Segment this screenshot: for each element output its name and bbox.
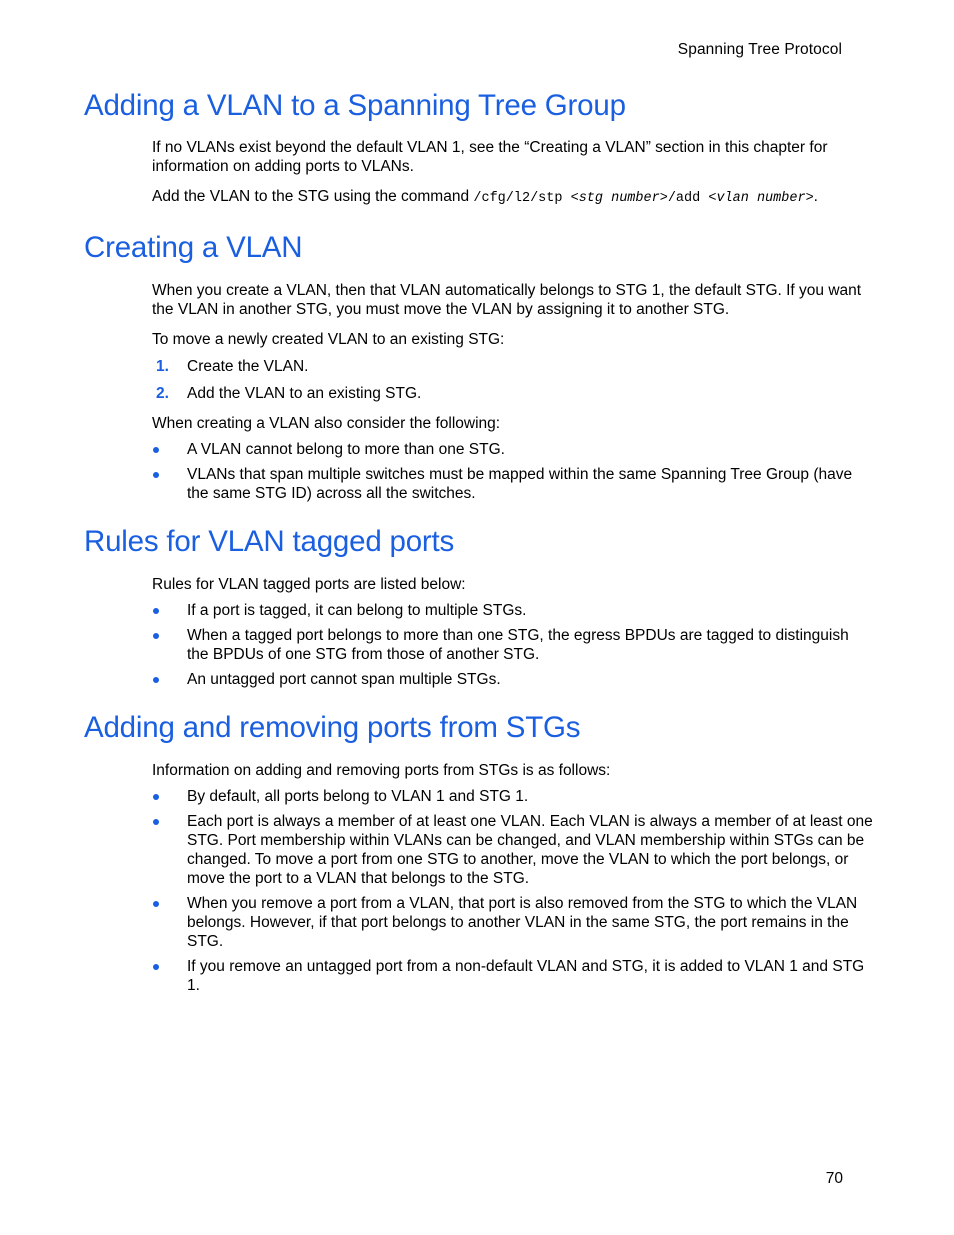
step-text: Create the VLAN. [187,358,309,375]
paragraph-text: . [813,188,818,205]
list-item [152,601,874,620]
command-paragraph [152,187,874,208]
bullet-icon [153,964,159,970]
list-item-text: When you remove a port from a VLAN, that port is also removed from the STG to which the VLAN belongs. However, if that port belongs to another VLAN in the same STG, the port remains in the STG. [187,895,858,950]
list-item-text: Each port is always a member of at least one VLAN. Each VLAN is always a member of at least one STG. Port membership within VLANs can be changed, and VLAN membership within STGs can be changed. To move a port from one STG to another, move the VLAN to which the port belongs, or move the port to a VLAN that belongs to the STG. [187,813,873,887]
list-item-text: If you remove an untagged port from a non-default VLAN and STG, it is added to VLAN 1 and STG 1. [187,958,865,994]
section-body [152,575,874,689]
bullet-list [152,440,874,503]
bullet-icon [153,633,159,639]
paragraph: Information on adding and removing ports from STGs is as follows: [152,762,611,779]
step-text: Add the VLAN to an existing STG. [187,385,422,402]
list-item [152,894,874,951]
bullet-icon [153,472,159,478]
bullet-icon [153,901,159,907]
list-item [152,957,874,995]
section-body [152,138,874,208]
paragraph: To move a newly created VLAN to an existing STG: [152,331,505,348]
section-heading: Adding a VLAN to a Spanning Tree Group [84,89,626,122]
step-number: 2. [156,385,169,402]
command-part: > [805,191,814,206]
list-item [152,670,874,689]
section-body [152,761,874,995]
command-argument: vlan number [716,191,806,206]
paragraph: When you create a VLAN, then that VLAN automatically belongs to STG 1, the default STG. If you want the VLAN in another STG, you must move the VLAN by assigning it to another STG. [152,282,862,318]
list-item [152,812,874,888]
list-item [152,357,874,376]
list-item [152,465,874,503]
list-item [152,626,874,664]
page-number: 70 [825,1170,843,1187]
section-heading: Adding and removing ports from STGs [84,711,581,744]
page-content [84,88,874,995]
bullet-icon [153,447,159,453]
bullet-icon [153,608,159,614]
command-text [473,191,813,206]
list-item-text: A VLAN cannot belong to more than one STG. [187,441,505,458]
step-number: 1. [156,358,169,375]
list-item [152,787,874,806]
section-body [152,281,874,503]
list-item-text: When a tagged port belongs to more than one STG, the egress BPDUs are tagged to distinguish the BPDUs of one STG from those of another STG. [187,627,849,663]
command-part: /cfg/l2/stp < [473,191,579,206]
paragraph-text: Add the VLAN to the STG using the command [152,188,474,205]
list-item-text: By default, all ports belong to VLAN 1 and STG 1. [187,788,529,805]
paragraph: If no VLANs exist beyond the default VLAN 1, see the “Creating a VLAN” section in this chapter for information on adding ports to VLANs. [152,139,828,175]
list-item-text: An untagged port cannot span multiple STGs. [187,671,501,688]
list-item [152,440,874,459]
bullet-icon [153,819,159,825]
bullet-icon [153,677,159,683]
bullet-list [152,787,874,995]
command-argument: stg number [578,191,660,206]
section-heading: Rules for VLAN tagged ports [84,525,455,558]
list-item [152,384,874,403]
paragraph: When creating a VLAN also consider the following: [152,415,501,432]
section-heading: Creating a VLAN [84,231,303,264]
running-header: Spanning Tree Protocol [677,41,842,58]
list-item-text: If a port is tagged, it can belong to multiple STGs. [187,602,527,619]
command-part: >/add < [659,191,717,206]
list-item-text: VLANs that span multiple switches must be mapped within the same Spanning Tree Group (have the same STG ID) across all the switches. [187,466,853,502]
bullet-list [152,601,874,689]
numbered-list [152,357,874,403]
bullet-icon [153,794,159,800]
paragraph: Rules for VLAN tagged ports are listed below: [152,576,466,593]
